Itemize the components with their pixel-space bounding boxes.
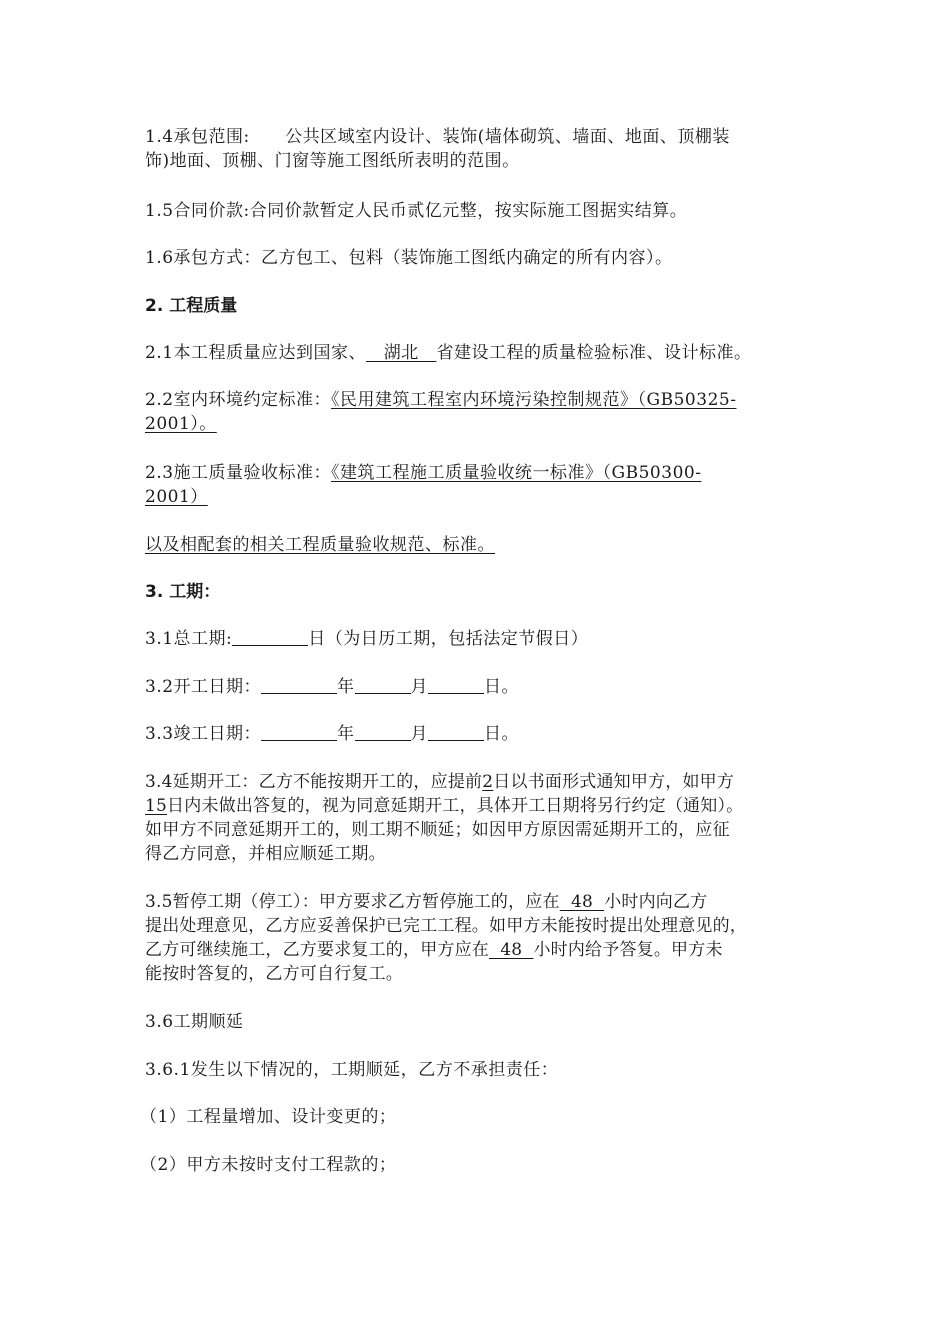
notice-days-value: 2 bbox=[482, 772, 494, 792]
clause-2-1-suffix: 省建设工程的质量检验标准、设计标准。 bbox=[436, 343, 752, 363]
start-year-label: 年 bbox=[337, 677, 355, 697]
clause-3-4 bbox=[145, 770, 815, 866]
clause-2-3 bbox=[145, 461, 815, 509]
reply-days-value: 15 bbox=[145, 796, 168, 816]
section-heading-3: 3. 工期： bbox=[145, 582, 221, 602]
end-year-blank bbox=[261, 722, 337, 741]
start-month-label: 月 bbox=[410, 677, 429, 697]
start-year-blank bbox=[261, 675, 337, 694]
clause-3-6: 3.6工期顺延 bbox=[145, 1012, 244, 1032]
clause-2-2-prefix: 2.2室内环境约定标准： bbox=[145, 390, 332, 410]
response-hours-value-1: 48 bbox=[559, 892, 605, 912]
clause-3-6-1: 3.6.1发生以下情况的，工期顺延，乙方不承担责任： bbox=[145, 1060, 559, 1080]
clause-3-5-line-1a: 3.5暂停工期（停工）：甲方要求乙方暂停施工的，应在 bbox=[145, 892, 560, 912]
clause-1-5: 1.5合同价款:合同价款暂定人民币贰亿元整，按实际施工图据实结算。 bbox=[145, 201, 688, 221]
list-item-1: （1）工程量增加、设计变更的； bbox=[140, 1107, 397, 1127]
clause-3-3 bbox=[145, 722, 815, 746]
clause-1-4-line-1: 1.4承包范围: 公共区域室内设计、装饰(墙体砌筑、墙面、地面、顶棚装 bbox=[145, 127, 730, 147]
clause-2-1-prefix: 2.1本工程质量应达到国家、 bbox=[145, 343, 367, 363]
clause-2-2 bbox=[145, 388, 815, 436]
clause-3-5-line-1b: 小时内向乙方 bbox=[604, 892, 708, 912]
total-days-blank bbox=[232, 627, 308, 646]
indoor-env-standard-line-2: 2001）。 bbox=[145, 414, 217, 434]
clause-1-6: 1.6承包方式：乙方包工、包料（装饰施工图纸内确定的所有内容）。 bbox=[145, 248, 673, 268]
clause-3-4-line-3: 如甲方不同意延期开工的，则工期不顺延；如因甲方原因需延期开工的，应征 bbox=[145, 820, 730, 840]
response-hours-value-2: 48 bbox=[489, 940, 534, 960]
end-month-label: 月 bbox=[410, 724, 429, 744]
clause-1-4 bbox=[145, 125, 815, 173]
related-standards-text: 以及相配套的相关工程质量验收规范、标准。 bbox=[145, 535, 495, 555]
end-day-blank bbox=[428, 722, 484, 741]
clause-3-4-line-2: 日内未做出答复的，视为同意延期开工，具体开工日期将另行约定（通知）。 bbox=[167, 796, 744, 816]
clause-3-5-line-2: 提出处理意见，乙方应妥善保护已完工工程。如甲方未能按时提出处理意见的， bbox=[145, 916, 747, 936]
clause-3-2-prefix: 3.2开工日期： bbox=[145, 677, 262, 697]
start-day-blank bbox=[428, 675, 484, 694]
clause-3-4-line-4: 得乙方同意，并相应顺延工期。 bbox=[145, 844, 386, 864]
start-day-label: 日。 bbox=[484, 677, 520, 697]
province-field: 湖北 bbox=[366, 343, 437, 363]
end-year-label: 年 bbox=[337, 724, 355, 744]
indoor-env-standard-line-1: 《民用建筑工程室内环境污染控制规范》（GB50325- bbox=[331, 390, 737, 410]
clause-3-1-suffix: 日（为日历工期，包括法定节假日） bbox=[308, 629, 589, 649]
section-heading-2: 2. 工程质量 bbox=[145, 296, 238, 316]
clause-3-5-line-3b: 小时内给予答复。甲方未 bbox=[533, 940, 723, 960]
end-month-blank bbox=[355, 722, 411, 741]
start-month-blank bbox=[355, 675, 411, 694]
acceptance-standard-line-1: 《建筑工程施工质量验收统一标准》（GB50300- bbox=[331, 463, 702, 483]
clause-2-3-prefix: 2.3施工质量验收标准： bbox=[145, 463, 332, 483]
clause-3-5-line-4: 能按时答复的，乙方可自行复工。 bbox=[145, 964, 403, 984]
clause-2-3-extra bbox=[145, 533, 815, 557]
acceptance-standard-line-2: 2001） bbox=[145, 487, 208, 507]
end-day-label: 日。 bbox=[484, 724, 520, 744]
clause-2-1 bbox=[145, 341, 815, 365]
clause-3-1 bbox=[145, 627, 815, 651]
clause-1-4-line-2: 饰)地面、顶棚、门窗等施工图纸所表明的范围。 bbox=[145, 151, 520, 171]
clause-3-3-prefix: 3.3竣工日期： bbox=[145, 724, 262, 744]
clause-3-2 bbox=[145, 675, 815, 699]
list-item-2: （2）甲方未按时支付工程款的； bbox=[140, 1155, 397, 1175]
clause-3-5-line-3a: 乙方可继续施工，乙方要求复工的，甲方应在 bbox=[145, 940, 489, 960]
clause-3-4-line-1b: 日以书面形式通知甲方，如甲方 bbox=[493, 772, 735, 792]
clause-3-5 bbox=[145, 890, 815, 986]
clause-3-1-prefix: 3.1总工期: bbox=[145, 629, 233, 649]
clause-3-4-line-1a: 3.4延期开工：乙方不能按期开工的，应提前 bbox=[145, 772, 483, 792]
